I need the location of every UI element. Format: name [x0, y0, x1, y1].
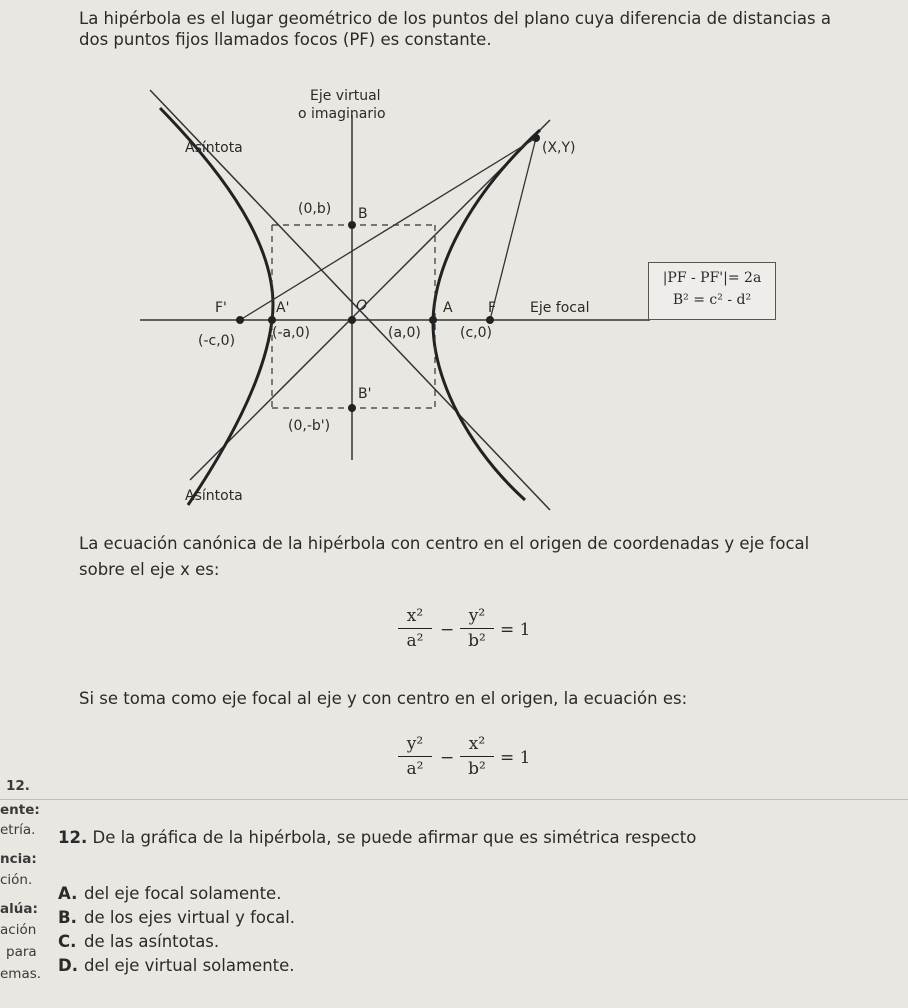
focus-f-prime-dot [236, 316, 244, 324]
sidebar-fragment-7: ación [0, 922, 37, 938]
eq1-denominator-1: a² [406, 631, 424, 651]
intro-line-2: dos puntos fijos llamados focos (PF) es constante. [79, 30, 492, 49]
eq2-denominator-2: b² [468, 759, 486, 779]
point-ma0-label: (-a,0) [272, 325, 310, 341]
hyperbola-figure [130, 80, 650, 520]
eq2-fraction-2 [460, 734, 494, 779]
eq2-denominator-1: a² [406, 759, 424, 779]
question-text: De la gráfica de la hipérbola, se puede afirmar que es simétrica respecto [92, 828, 697, 847]
point-b-dot [348, 221, 356, 229]
y-axis-sentence: Si se toma como eje focal al eje y con centro en el origen, la ecuación es: [79, 689, 688, 708]
option-d-letter: D. [58, 956, 78, 975]
eq2-numerator-2: x² [468, 734, 486, 754]
sidebar-fragment-4: ncia: [0, 851, 37, 867]
question-12 [58, 828, 696, 847]
option-d-text: del eje virtual solamente. [84, 956, 295, 975]
eq1-denominator-2: b² [468, 631, 486, 651]
formula-line-1: |PF - PF'|= 2a [662, 270, 762, 286]
section-divider [0, 799, 908, 800]
sidebar-fragment-9: emas. [0, 966, 42, 982]
formula-box [648, 262, 776, 320]
origin-dot [348, 316, 356, 324]
option-a-letter: A. [58, 884, 78, 903]
intro-paragraph [79, 8, 869, 50]
asymptote-top-label: Asíntota [185, 140, 243, 156]
option-b[interactable] [58, 908, 295, 927]
point-xy-label: (X,Y) [542, 140, 576, 156]
question-number: 12. [58, 828, 88, 847]
sidebar-fragment-3: etría. [0, 822, 36, 838]
vertex-a-prime-dot [268, 316, 276, 324]
point-0mb-label: (0,-b') [288, 418, 331, 434]
eq2-fraction-1 [398, 734, 432, 779]
point-mc0-label: (-c,0) [198, 333, 236, 349]
point-b-prime-dot [348, 404, 356, 412]
option-c-text: de las asíntotas. [84, 932, 220, 951]
line-point-to-F-prime [240, 138, 536, 320]
point-O-label: O [356, 298, 368, 314]
eq2-numerator-1: y² [406, 734, 424, 754]
canonical-paragraph [79, 531, 809, 583]
option-d[interactable] [58, 956, 295, 975]
focus-f-dot [486, 316, 494, 324]
eq1-fraction-1 [398, 606, 432, 651]
sidebar-fragment-8: para [6, 944, 37, 960]
sidebar-fragment-5: ción. [0, 872, 33, 888]
eq1-numerator-2: y² [468, 606, 486, 626]
asymptote-bottom-label: Asíntota [185, 488, 243, 504]
point-A-prime-label: A' [276, 300, 290, 316]
virtual-axis-label-2: o imaginario [298, 106, 386, 122]
point-0b-label: (0,b) [298, 201, 332, 217]
equation-y-axis [398, 734, 558, 790]
point-F-label: F [488, 300, 497, 316]
sidebar-fragment-6: alúa: [0, 901, 38, 917]
intro-line-1: La hipérbola es el lugar geométrico de los puntos del plano cuya diferencia de distancias a [79, 9, 831, 28]
eq2-rhs: = 1 [500, 748, 531, 768]
point-F-prime-label: F' [215, 300, 227, 316]
point-a0-label: (a,0) [388, 325, 421, 341]
focal-axis-label: Eje focal [530, 300, 590, 316]
option-a-text: del eje focal solamente. [84, 884, 282, 903]
canonical-line-2: sobre el eje x es: [79, 560, 220, 579]
eq1-minus-sign: − [440, 620, 455, 640]
canonical-line-1: La ecuación canónica de la hipérbola con centro en el origen de coordenadas y eje focal [79, 534, 810, 553]
vertex-a-dot [429, 316, 437, 324]
eq1-rhs: = 1 [500, 620, 531, 640]
option-a[interactable] [58, 884, 281, 903]
eq1-numerator-1: x² [406, 606, 424, 626]
eq2-minus-sign: − [440, 748, 455, 768]
point-B-prime-label: B' [358, 386, 372, 402]
option-b-text: de los ejes virtual y focal. [84, 908, 296, 927]
equation-x-axis [398, 606, 558, 662]
point-A-label: A [443, 300, 453, 316]
point-xy-dot [532, 134, 540, 142]
sidebar-fragment-2: ente: [0, 802, 40, 818]
virtual-axis-label-1: Eje virtual [310, 88, 381, 104]
line-point-to-F [490, 138, 536, 320]
point-B-label: B [358, 206, 368, 222]
option-c-letter: C. [58, 932, 77, 951]
option-b-letter: B. [58, 908, 77, 927]
point-c0-label: (c,0) [460, 325, 492, 341]
sidebar-fragment-1: 12. [6, 778, 30, 794]
option-c[interactable] [58, 932, 219, 951]
formula-line-2: B² = c² - d² [672, 292, 752, 308]
eq1-fraction-2 [460, 606, 494, 651]
